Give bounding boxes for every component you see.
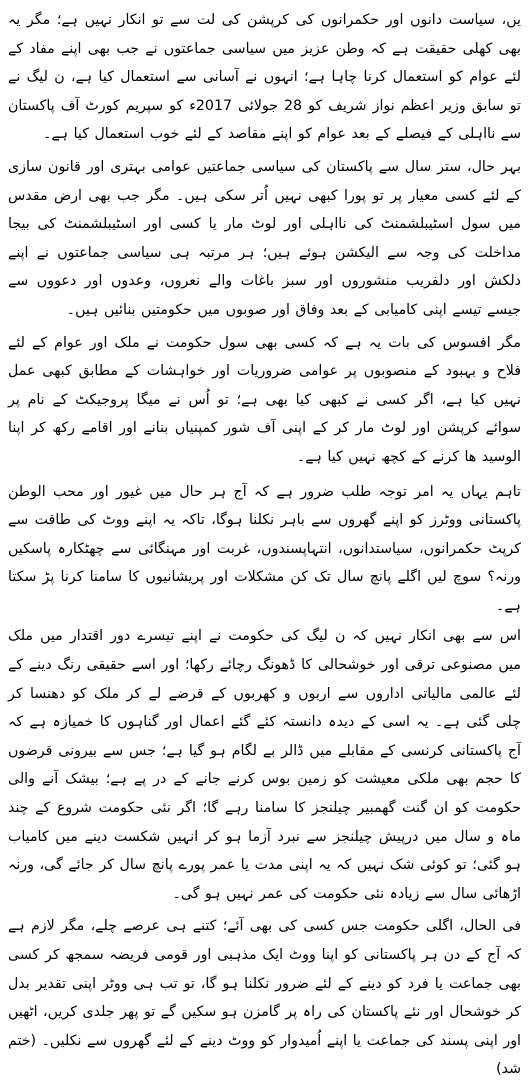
paragraph-1: یں، سیاست دانوں اور حکمرانوں کی کرپشن کی لت سے تو انکار نہیں ہے؛ مگر یہ بھی کھلی حقیقت ہے کہ وطن عزیز میں سیاسی جماعتوں نے جب بھی اپنے مفاد کے لئے عوام کو استعمال کرنا چاہا ہے؛ انہوں نے آسانی سے استعمال کیا ہے، ن لیگ نے تو سابق وزیر اعظم نواز شریف کو 28 جولائی 2017ء کو سپریم کورٹ آف پاکستان سے نااہلی کے فیصلے کے بعد عوام کو اپنے مقاصد کے لئے خوب استعمال کیا ہے۔	[8, 12, 521, 143]
paragraph-2: بہر حال، ستر سال سے پاکستان کی سیاسی جماعتیں عوامی بہتری اور قانون سازی کے لئے کسی معیار پر تو پورا کبھی نہیں اُتر سکی ہیں۔ مگر جب بھی ارض مقدس میں سول اسٹیبلشمنٹ کی نااہلی اور لوٹ مار یا کسی اور اسٹیبلشمنٹ کی بیجا مداخلت کی وجہ سے الیکشن ہوئے ہیں؛ ہر مرتبہ ہی سیاسی جماعتوں نے اپنے دلکش اور دلفریب منشوروں اور سبز باغات والے نعروں، وعدوں اور دعووں سے جیسے تیسے اپنی کامیابی کے بعد وفاق اور صوبوں میں حکومتیں بنائیں ہیں۔	[8, 158, 521, 318]
paragraph-3: مگر افسوس کی بات یہ ہے کہ کسی بھی سول حکومت نے ملک اور عوام کے لئے فلاح و بہبود کے منصوبوں پر عوامی ضروریات اور خواہشات کے مطابق کبھی عمل نہیں کیا ہے، اگر کسی نے کبھی کیا بھی ہے؛ تو اُس نے میگا پروجیکٹ کے نام پر سوائے کرپشن اور لوٹ مار کر کے اپنی آف شور کمپنیاں بنانے اور اقامے رکھ کر اپنا الوسید ھا کرنے کے کچھ نہیں کیا ہے۔	[8, 334, 521, 465]
paragraph-5: اس سے بھی انکار نہیں کہ ن لیگ کی حکومت نے اپنے تیسرے دور اقتدار میں ملک میں مصنوعی ترقی اور خوشحالی کا ڈھونگ رچائے رکھا؛ اور اسے حقیقی رنگ دینے کے لئے عالمی مالیاتی اداروں سے اربوں و کھربوں کے قرضے لے کر ملک کو دھنسا کر چلی گئی ہے۔ یہ اسی کے دیدہ دانستہ کئے گئے اعمال اور گناہوں کا خمیازہ ہے کہ آج پاکستانی کرنسی کے مقابلے میں ڈالر بے لگام ہو گیا ہے؛ جس سے بیرونی قرضوں کا حجم بھی ملکی معیشت کو زمین بوس کرنے جانے کے در پے ہے؛ بیشک آنے والی حکومت کو ان گنت گھمبیر چیلنجز کا سامنا رہے گا؛ اگر نئی حکومت شروع کے چند ماہ و سال میں درپیش چیلنجز سے نبرد آزما ہو کر انہیں شکست دینے میں کامیاب ہو گئی؛ تو کوئی شک نہیں کہ یہ اپنی مدت یا عمر پورے پانچ سال کر جائے گی، ورنہ اڑھائی سال سے زیادہ نئی حکومت کی عمر نہیں ہو گی۔	[8, 628, 521, 902]
paragraph-4: تاہم یہاں یہ امر توجہ طلب ضرور ہے کہ آج ہر حال میں غیور اور محب الوطن پاکستانی ووٹرز کو اپنے گھروں سے باہر نکلنا ہوگا، تاکہ یہ اپنے ووٹ کی طاقت سے کرپٹ حکمرانوں، سیاستدانوں، انتہاپسندوں، غربت اور مہنگائی سے چھٹکارہ پاسکیں ورنہ؟ سوچ لیں اگلے پانچ سال تک کن مشکلات اور پریشانیوں کا سامنا کرنا پڑ سکتا ہے۔	[8, 483, 521, 614]
paragraph-6: فی الحال، اگلی حکومت جس کسی کی بھی آئے؛ کتنے ہی عرصے چلے، مگر لازم ہے کہ آج کے دن ہر پاکستانی کو اپنا ووٹ ایک مذہبی اور قومی فریضہ سمجھ کر کسی بھی جماعت یا فرد کو دینے کے لئے ضرور نکلنا ہو گا، تو تب ہی ووٹر اپنی تقدیر بدل کر خوشحال اور نئے پاکستان کی راہ پر گامزن ہو سکیں گے تو پھر جلدی کریں، اٹھیں اور اپنی پسند کی جماعت یا اپنے اُمیدوار کو ووٹ دینے کے لئے گھروں سے نکلیں۔ (ختم شد)	[8, 918, 521, 1078]
